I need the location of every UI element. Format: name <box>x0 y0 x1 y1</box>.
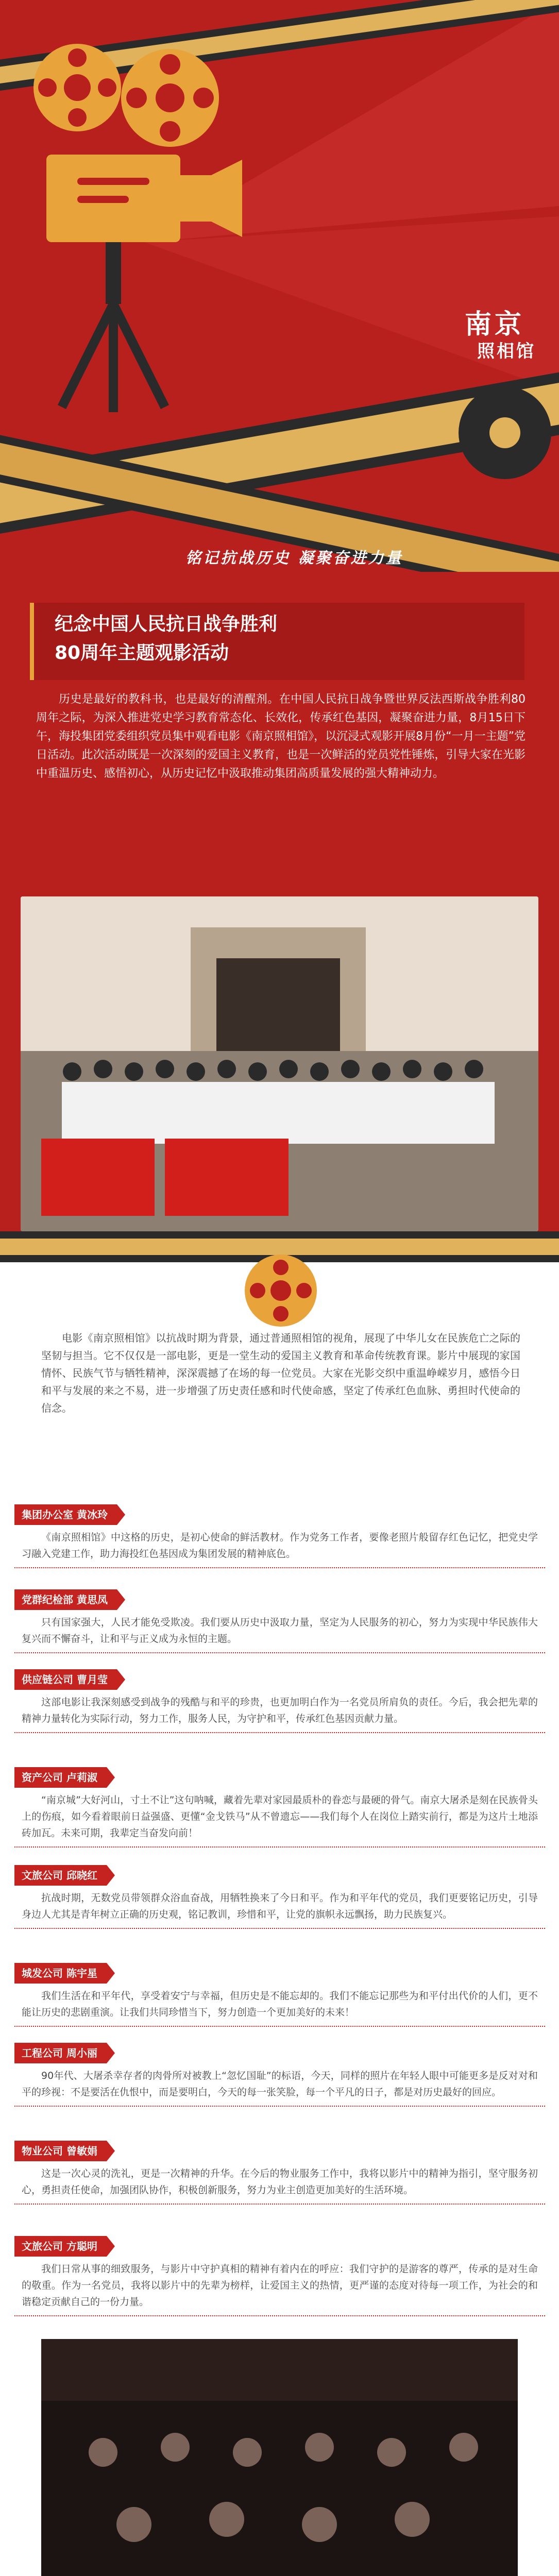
intro-section <box>0 572 559 1262</box>
reflection-entry <box>14 1963 545 2027</box>
reflection-text: 只有国家强大，人民才能免受欺凌。我们要从历史中汲取力量，坚定为人民服务的初心，努力为实现中华民族伟大复兴而不懈奋斗，让和平与正义成为永恒的主题。 <box>14 1614 545 1653</box>
film-reel-icon <box>242 1252 319 1329</box>
cinema-audience-icon <box>41 2339 518 2576</box>
reflection-entry <box>14 1767 545 1848</box>
reflection-author-tag: 工程公司 周小丽 <box>14 2043 107 2063</box>
reflection-text: 《南京照相馆》中这格的历史，是初心使命的鲜活教材。作为党务工作者，要像老照片般留存红色记忆，把党史学习融入党建工作，助力海投红色基因成为集团发展的精神底色。 <box>14 1529 545 1568</box>
reflection-text: 这是一次心灵的洗礼，更是一次精神的升华。在今后的物业服务工作中，我将以影片中的精神为指引，坚守服务初心，勇担责任使命，加强团队协作，积极创新服务，努力为业主创造更加美好的生活环境。 <box>14 2165 545 2205</box>
reflection-author-tag: 物业公司 曾敏娟 <box>14 2141 107 2161</box>
reflection-entry <box>14 1589 545 1653</box>
reflection-author-tag: 城发公司 陈宇星 <box>14 1963 107 1984</box>
reflection-text: 我们生活在和平年代，享受着安宁与幸福，但历史是不能忘却的。我们不能忘记那些为和平付出代价的人们，更不能让历史的悲剧重演。让我们共同珍惜当下，努力创造一个更加美好的未来！ <box>14 1988 545 2027</box>
reflection-text: 我们日常从事的细致服务，与影片中守护真相的精神有着内在的呼应：我们守护的是游客的尊严，传承的是对生命的敬重。作为一名党员，我将以影片中的先辈为榜样，让爱国主义的热情，更严谨的态度对待每一项工作，为社会的和谐稳定贡献自己的一份力量。 <box>14 2261 545 2316</box>
reflection-entry <box>14 1504 545 1568</box>
hero-brand-line1: 南京 <box>464 309 524 340</box>
reflection-entry <box>14 2141 545 2205</box>
reflection-author-tag: 供应链公司 曹月莹 <box>14 1669 117 1690</box>
reflection-text: “南京城”大好河山，寸土不让”这句呐喊，藏着先辈对家园最质朴的眷恋与最硬的骨气。南京大屠杀是刻在民族骨头上的伤痕，如今看着眼前日益强盛、更懂“金戈铁马”从不曾遗忘——我们每个人在岗位上踏实前行，都是为这片土地添砖加瓦。未来可期，我辈定当奋发向前！ <box>14 1792 545 1848</box>
section-title-line1: 纪念中国人民抗日战争胜利 <box>55 614 278 635</box>
reflection-author-tag: 集团办公室 黄冰玲 <box>14 1504 117 1525</box>
reflection-text: 这部电影让我深刻感受到战争的残酷与和平的珍贵，也更加明白作为一名党员所肩负的责任。今后，我会把先辈的精神力量转化为实际行动，努力工作，服务人民，为守护和平，传承红色基因贡献力量。 <box>14 1694 545 1733</box>
hero-brand-line2: 照相馆 <box>477 341 536 362</box>
reflection-entry <box>14 2236 545 2316</box>
reflection-author-tag: 党群纪检部 黄思凤 <box>14 1589 117 1610</box>
reflection-entry <box>14 1865 545 1929</box>
hero-slogan: 铭记抗战历史 凝聚奋进力量 <box>185 549 403 567</box>
group-photo-icon <box>21 896 538 1231</box>
section-title <box>55 610 277 668</box>
reflection-entry <box>14 2043 545 2107</box>
lead-paragraph: 电影《南京照相馆》以抗战时期为背景，通过普通照相馆的视角，展现了中华儿女在民族危亡之际的坚韧与担当。它不仅仅是一部电影，更是一堂生动的爱国主义教育和革命传统教育课。影片中展现的家国情怀、民族气节与牺牲精神，深深震撼了在场的每一位党员。大家在光影交织中重温峥嵘岁月，感悟今日和平与发展的来之不易，进一步增强了历史责任感和时代使命感，坚定了传承红色血脉、勇担时代使命的信念。 <box>41 1332 520 1414</box>
reflection-text: 90年代、大屠杀幸存者的肉骨所对被教上“忽忆国耻”的标语，今天，同样的照片在年轻人眼中可能更多是反对对和平的珍视：不是要活在仇恨中，而是要明白，今天的每一张笑脸，每一个平凡的日子，都是对历史最好的回应。 <box>14 2067 545 2107</box>
hero-banner <box>0 0 559 572</box>
group-photo <box>21 896 538 1231</box>
reflection-author-tag: 文旅公司 方聪明 <box>14 2236 107 2257</box>
cinema-photo <box>41 2339 518 2576</box>
section-title-box <box>30 603 524 680</box>
reflection-entry <box>14 1669 545 1733</box>
hero-decoration <box>0 0 559 572</box>
reflection-text: 抗战时期，无数党员带领群众浴血奋战，用牺牲换来了今日和平。作为和平年代的党员，我们更要铭记历史，引导身边人尤其是青年树立正确的历史观，铭记教训，珍惜和平，让党的旗帜永远飘扬，助力民族复兴。 <box>14 1890 545 1929</box>
intro-paragraph: 历史是最好的教科书，也是最好的清醒剂。在中国人民抗日战争暨世界反法西斯战争胜利80周年之际，为深入推进党史学习教育常态化、长效化，传承红色基因，凝聚奋进力量，8月15日下午，海投集团党委组织党员集中观看电影《南京照相馆》，以沉浸式观影开展8月份“一月一主题”党日活动。此次活动既是一次深刻的爱国主义教育，也是一次鲜活的党员党性锤炼，引导大家在光影中重温历史、感悟初心，从历史记忆中汲取推动集团高质量发展的强大精神动力。 <box>36 693 526 780</box>
reflection-author-tag: 文旅公司 邱晓红 <box>14 1865 107 1886</box>
section-title-line2: 80周年主题观影活动 <box>55 642 229 664</box>
hero-brand-title <box>448 309 541 363</box>
reflection-author-tag: 资产公司 卢莉淑 <box>14 1767 107 1788</box>
